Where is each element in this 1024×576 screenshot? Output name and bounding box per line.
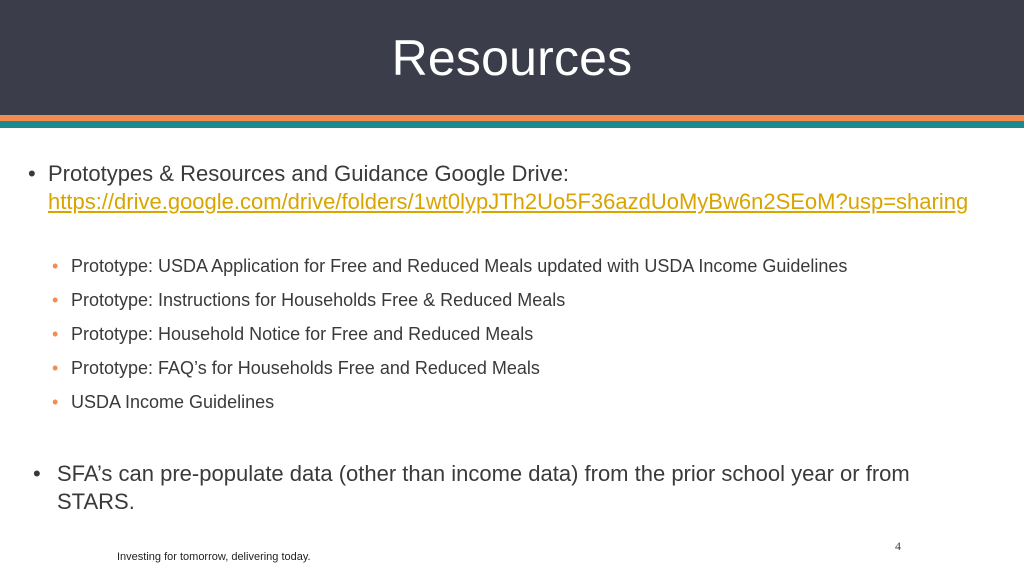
sub-item-text: USDA Income Guidelines	[71, 392, 275, 412]
list-item	[52, 321, 972, 355]
sub-bullet-dot-icon: •	[52, 256, 59, 276]
sub-bullet-dot-icon: •	[52, 290, 59, 310]
page-number: 4	[895, 539, 901, 553]
footer-tagline: Investing for tomorrow, delivering today.	[117, 551, 311, 563]
sub-item-text: Prototype: FAQ’s for Households Free and Reduced Meals	[71, 358, 540, 378]
second-bullet	[33, 460, 983, 516]
main-bullet-text: Prototypes & Resources and Guidance Google Drive:	[48, 161, 569, 186]
bullet-dot-icon: •	[28, 161, 36, 186]
google-drive-link[interactable]: https://drive.google.com/drive/folders/1wt0lypJTh2Uo5F36azdUoMyBw6n2SEoM?usp=sharing	[48, 189, 969, 214]
sub-item-text: Prototype: Household Notice for Free and Reduced Meals	[71, 324, 534, 344]
sub-bullet-dot-icon: •	[52, 324, 59, 344]
slide-title: Resources	[391, 30, 633, 86]
sub-bullet-dot-icon: •	[52, 358, 59, 378]
main-bullet	[28, 160, 978, 216]
sub-item-text: Prototype: Instructions for Households Free & Reduced Meals	[71, 290, 566, 310]
sub-item-text: Prototype: USDA Application for Free and Reduced Meals updated with USDA Income Guidelines	[71, 256, 848, 276]
list-item	[52, 253, 972, 287]
sub-bullet-dot-icon: •	[52, 392, 59, 412]
second-bullet-text: SFA’s can pre-populate data (other than income data) from the prior school year or from STARS.	[57, 461, 910, 514]
bullet-dot-icon: •	[33, 461, 41, 486]
list-item	[52, 389, 972, 423]
list-item	[52, 287, 972, 321]
list-item	[52, 355, 972, 389]
sub-bullet-list	[52, 253, 972, 423]
